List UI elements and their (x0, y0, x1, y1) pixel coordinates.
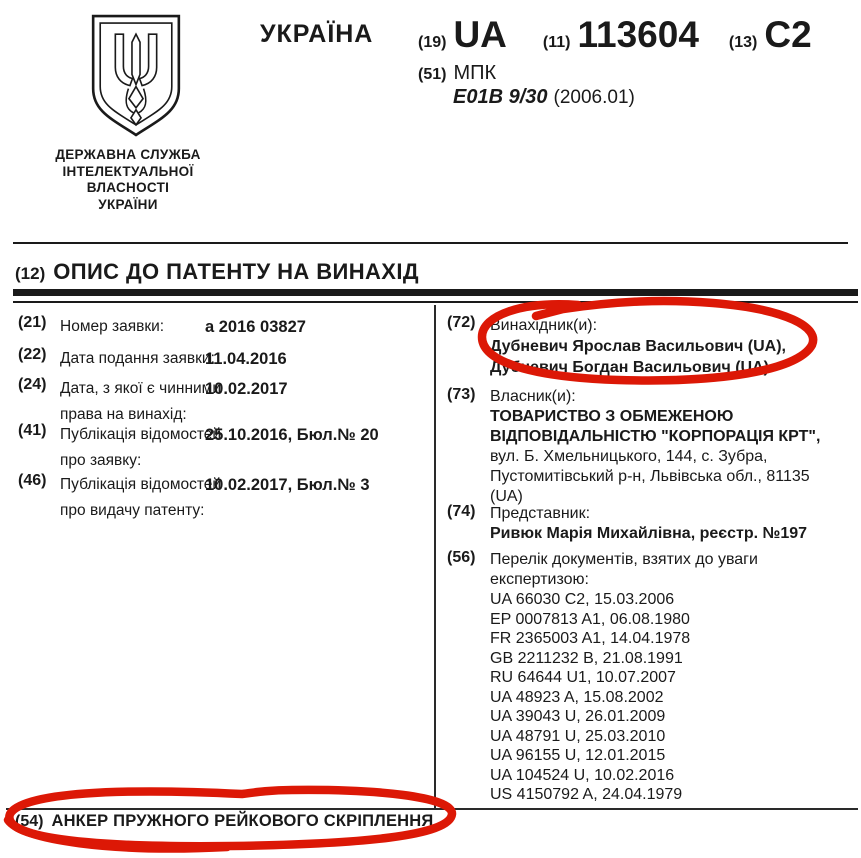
agency-line: ДЕРЖАВНА СЛУЖБА (55, 147, 201, 162)
citation-item: FR 2365003 A1, 14.04.1978 (490, 630, 691, 647)
agency-name (20, 147, 236, 213)
citation-item: UA 96155 U, 12.01.2015 (490, 747, 666, 764)
field-label-line2: про видачу патенту: (60, 502, 205, 519)
citations-label-line2: експертизою: (490, 571, 589, 588)
owner-country: (UA) (490, 488, 523, 505)
citation-item: US 4150792 A, 24.04.1979 (490, 786, 683, 803)
agency-line: ІНТЕЛЕКТУАЛЬНОЇ (62, 163, 194, 179)
field-label: Публікація відомостей (60, 476, 222, 493)
application-number: a 2016 03827 (205, 318, 306, 336)
field-code: (41) (18, 422, 47, 439)
field-label: Номер заявки: (60, 318, 165, 335)
bottom-rule (6, 808, 858, 810)
rule-above-heading (13, 242, 848, 244)
inventors-label: Винахідник(и): (490, 317, 598, 334)
kind-code: C2 (764, 14, 812, 55)
inventor-name: Дубневич Ярослав Васильович (UA), (490, 338, 786, 355)
ipc-version: (2006.01) (553, 87, 635, 108)
ukraine-trident-icon (89, 14, 183, 139)
ipc-class-code: E01B 9/30 (453, 86, 548, 108)
field-code: (72) (447, 314, 476, 331)
citation-item: UA 104524 U, 10.02.2016 (490, 766, 675, 784)
field-code: (46) (18, 472, 47, 489)
ipc-label: МПК (453, 62, 497, 84)
field-code: (21) (18, 314, 47, 331)
thick-rule (13, 289, 858, 296)
application-publication: 25.10.2016, Бюл.№ 20 (205, 426, 379, 444)
field-code: (73) (447, 386, 476, 403)
citation-item: UA 48923 A, 15.08.2002 (490, 688, 664, 706)
field-label: Дата подання заявки: (60, 350, 215, 367)
field-code: (74) (447, 503, 476, 520)
citations-label: Перелік документів, взятих до уваги (490, 551, 758, 568)
code-19-label: (19) (418, 34, 447, 51)
code-11-label: (11) (542, 34, 571, 51)
field-label-line2: про заявку: (60, 452, 142, 469)
field-code: (56) (447, 549, 476, 566)
citation-item: RU 64644 U1, 10.07.2007 (490, 669, 676, 686)
citation-item: EP 0007813 A1, 06.08.1980 (490, 610, 690, 628)
invention-title: АНКЕР ПРУЖНОГО РЕЙКОВОГО СКРІПЛЕННЯ (51, 812, 434, 830)
agency-line: УКРАЇНИ (98, 196, 158, 212)
patent-number: 113604 (577, 14, 699, 55)
owner-address: вул. Б. Хмельницького, 144, с. Зубра, (490, 448, 768, 465)
doc-type-title: ОПИС ДО ПАТЕНТУ НА ВИНАХІД (53, 259, 419, 284)
code-19-value: UA (453, 14, 507, 55)
field-label-line2: права на винахід: (60, 406, 187, 423)
code-13-label: (13) (728, 34, 758, 51)
citation-item: UA 66030 C2, 15.03.2006 (490, 591, 675, 608)
representative-label: Представник: (490, 505, 591, 522)
doc-type-heading (15, 259, 419, 285)
code-51-label: (51) (418, 66, 447, 83)
owner-address-line2: Пустомитівський р-н, Львівська обл., 81135 (490, 468, 810, 485)
owner-name: ТОВАРИСТВО З ОБМЕЖЕНОЮ (490, 408, 734, 425)
code-12-label: (12) (15, 264, 46, 283)
grant-publication: 10.02.2017, Бюл.№ 3 (205, 476, 370, 494)
effective-date: 10.02.2017 (205, 380, 288, 398)
representative-name: Ривюк Марія Михайлівна, реєстр. №197 (490, 525, 808, 542)
publication-codes (418, 14, 812, 56)
owner-label: Власник(и): (490, 388, 576, 405)
country-name: УКРАЇНА (260, 20, 374, 48)
ipc-header (418, 62, 496, 85)
field-label: Публікація відомостей (60, 426, 222, 443)
citation-item: GB 2211232 B, 21.08.1991 (490, 649, 683, 667)
thin-rule (13, 301, 858, 303)
agency-line: ВЛАСНОСТІ (86, 180, 170, 195)
field-code: (24) (18, 376, 47, 393)
citation-item: UA 48791 U, 25.03.2010 (490, 727, 666, 745)
code-54-label: (54) (15, 813, 44, 830)
field-code: (22) (18, 346, 47, 363)
column-divider (434, 305, 436, 809)
filing-date: 11.04.2016 (205, 350, 287, 368)
inventor-name: Дубневич Богдан Васильович (UA) (490, 359, 769, 376)
owner-name-line2: ВІДПОВІДАЛЬНІСТЮ "КОРПОРАЦІЯ КРТ", (490, 428, 821, 445)
citation-item: UA 39043 U, 26.01.2009 (490, 708, 666, 725)
field-label: Дата, з якої є чинними (60, 380, 221, 397)
invention-title-row (15, 812, 433, 831)
ipc-classification (453, 86, 635, 109)
